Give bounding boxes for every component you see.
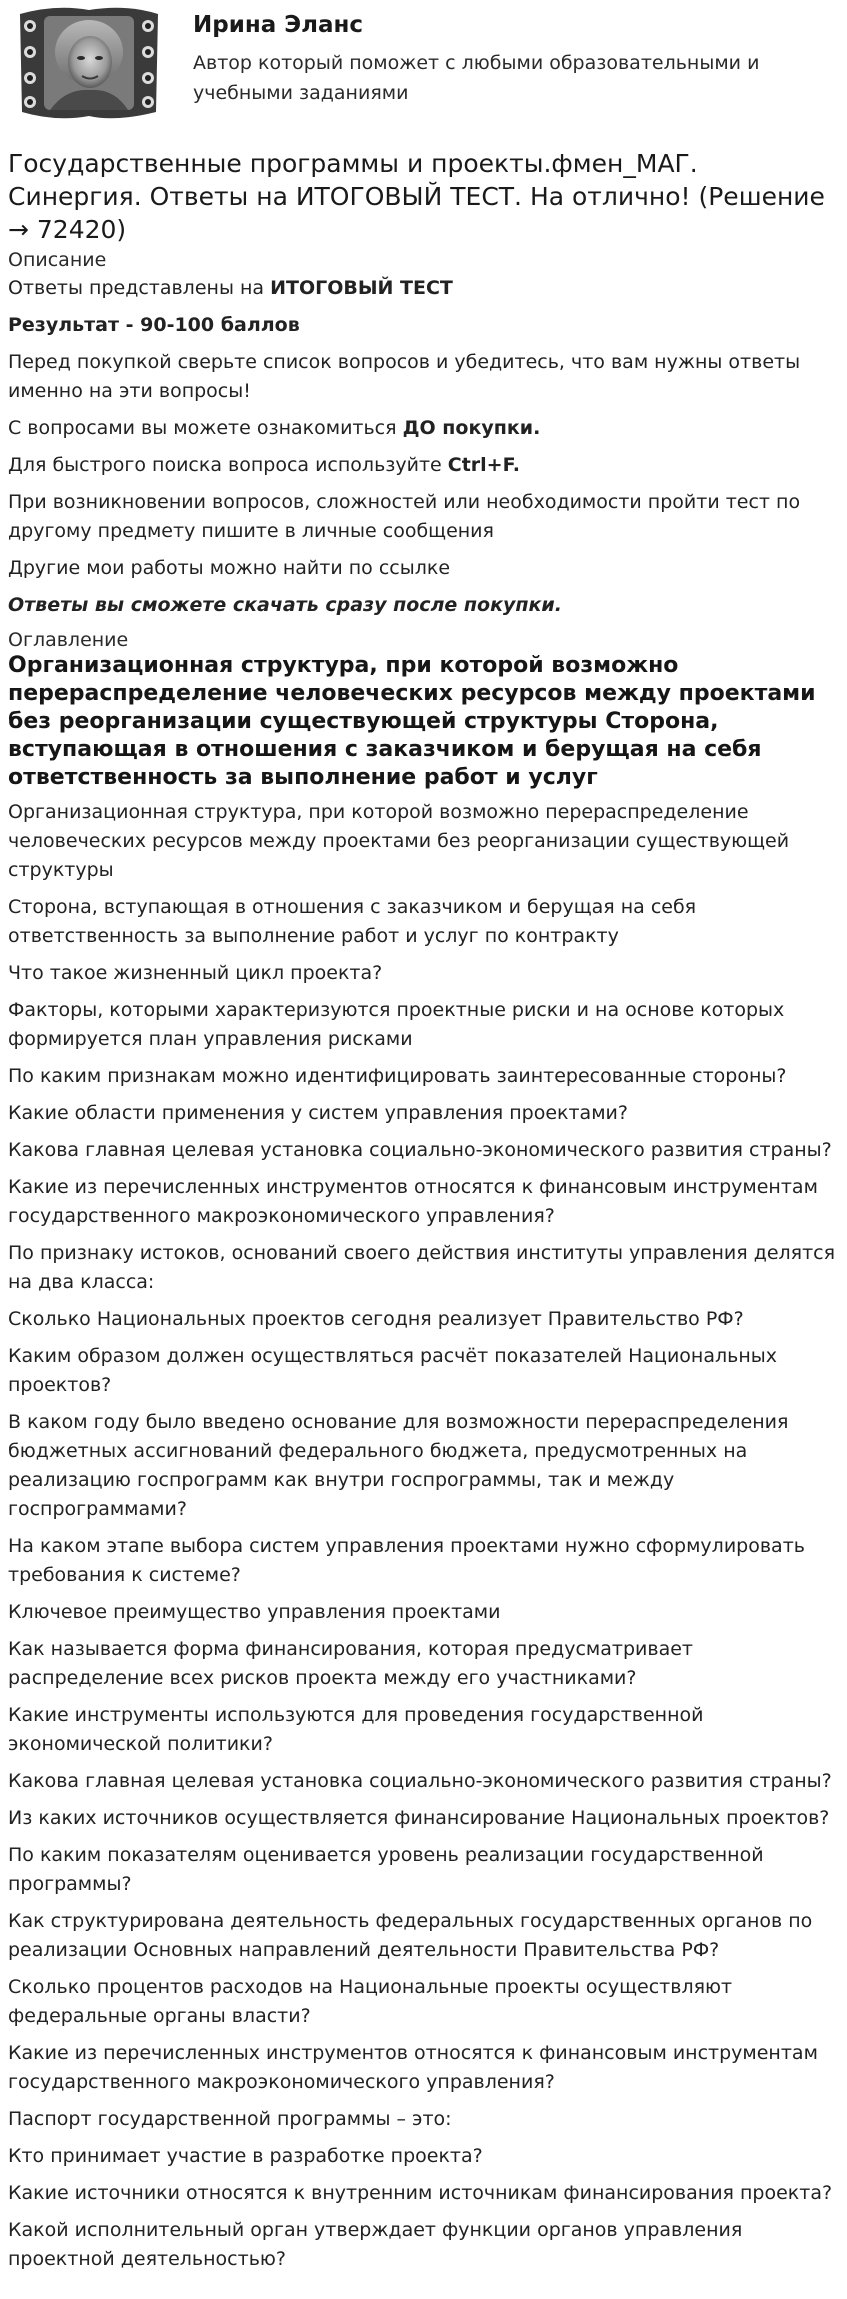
list-item: По каким признакам можно идентифицировать заинтересованные стороны? [8, 1065, 787, 1087]
list-item: Ключевое преимущество управления проектами [8, 1601, 501, 1623]
list-item: Как структурирована деятельность федеральных государственных органов по реализации Основных направлений деятельности Правительства РФ? [8, 1910, 813, 1961]
answers-prefix: Ответы представлены на [8, 277, 271, 299]
toc-heading: Организационная структура, при которой возможно перераспределение человеческих ресурсов между проектами без реорганизации существующей структуры Сторона, вступающая в отношения с заказчиком и берущая на себя ответственность за выполнение работ и услуг [8, 653, 816, 790]
product-title: Государственные программы и проекты.фмен_МАГ. Синергия. Ответы на ИТОГОВЫЙ ТЕСТ. На отлично! (Решение → 72420) [8, 149, 825, 244]
download-text: Ответы вы сможете скачать сразу после покупки. [8, 594, 562, 616]
list-item: Сколько процентов расходов на Национальные проекты осуществляют федеральные органы власти? [8, 1976, 733, 2027]
question-list [8, 798, 839, 2274]
list-item: Каким образом должен осуществляться расчёт показателей Национальных проектов? [8, 1345, 777, 1396]
list-item: Паспорт государственной программы – это: [8, 2108, 452, 2130]
download-note [8, 591, 839, 620]
list-item: Кто принимает участие в разработке проекта? [8, 2145, 483, 2167]
answers-test-type: ИТОГОВЫЙ ТЕСТ [270, 277, 453, 299]
list-item: По признаку истоков, оснований своего действия институты управления делятся на два класса: [8, 1242, 836, 1293]
avatar-film-frame-icon[interactable] [16, 4, 162, 122]
list-item: Сколько Национальных проектов сегодня реализует Правительство РФ? [8, 1308, 744, 1330]
contact-note: При возникновении вопросов, сложностей или необходимости пройти тест по другому предмету пишите в личные сообщения [8, 491, 801, 542]
description-label: Описание [8, 249, 107, 271]
preview-bold: ДО покупки. [402, 417, 541, 439]
list-item: Что такое жизненный цикл проекта? [8, 962, 383, 984]
list-item: Какие инструменты используются для проведения государственной экономической политики? [8, 1704, 704, 1755]
list-item: Из каких источников осуществляется финансирование Национальных проектов? [8, 1807, 830, 1829]
list-item: Какова главная целевая установка социально-экономического развития страны? [8, 1139, 832, 1161]
list-item: На каком этапе выбора систем управления проектами нужно сформулировать требования к системе? [8, 1535, 805, 1586]
check-list-note: Перед покупкой сверьте список вопросов и убедитесь, что вам нужны ответы именно на эти вопросы! [8, 351, 801, 402]
toc-label: Оглавление [8, 629, 129, 651]
result-note [8, 311, 839, 340]
answers-note [8, 274, 839, 303]
list-item: Какова главная целевая установка социально-экономического развития страны? [8, 1770, 832, 1792]
list-item: Какие области применения у систем управления проектами? [8, 1102, 628, 1124]
preview-prefix: С вопросами вы можете ознакомиться [8, 417, 403, 439]
search-prefix: Для быстрого поиска вопроса используйте [8, 454, 448, 476]
list-item: Какие из перечисленных инструментов относятся к финансовым инструментам государственного макроэкономического управления? [8, 2042, 818, 2093]
list-item: В каком году было введено основание для возможности перераспределения бюджетных ассигнований федерального бюджета, предусмотренных на реализацию госпрограмм как внутри госпрограммы, так и между госпрограммами? [8, 1411, 789, 1520]
search-note [8, 451, 839, 480]
list-item: Факторы, которыми характеризуются проектные риски и на основе которых формируется план управления рисками [8, 999, 785, 1050]
preview-note [8, 414, 839, 443]
author-name[interactable]: Ирина Эланс [193, 12, 364, 38]
list-item: Какие из перечисленных инструментов относятся к финансовым инструментам государственного макроэкономического управления? [8, 1176, 818, 1227]
list-item: Сторона, вступающая в отношения с заказчиком и берущая на себя ответственность за выполнение работ и услуг по контракту [8, 896, 697, 947]
author-card [8, 0, 839, 140]
list-item: Как называется форма финансирования, которая предусматривает распределение всех рисков проекта между его участниками? [8, 1638, 693, 1689]
list-item: Какие источники относятся к внутренним источникам финансирования проекта? [8, 2182, 833, 2204]
result-score: Результат - 90-100 баллов [8, 314, 300, 336]
list-item: Какой исполнительный орган утверждает функции органов управления проектной деятельностью? [8, 2219, 743, 2270]
search-shortcut: Ctrl+F. [447, 454, 520, 476]
list-item: Организационная структура, при которой возможно перераспределение человеческих ресурсов между проектами без реорганизации существующей структуры [8, 801, 790, 881]
list-item: По каким показателям оценивается уровень реализации государственной программы? [8, 1844, 764, 1895]
author-bio: Автор который поможет с любыми образовательными и учебными заданиями [193, 52, 760, 104]
other-works-link[interactable]: Другие мои работы можно найти по ссылке [8, 557, 451, 579]
